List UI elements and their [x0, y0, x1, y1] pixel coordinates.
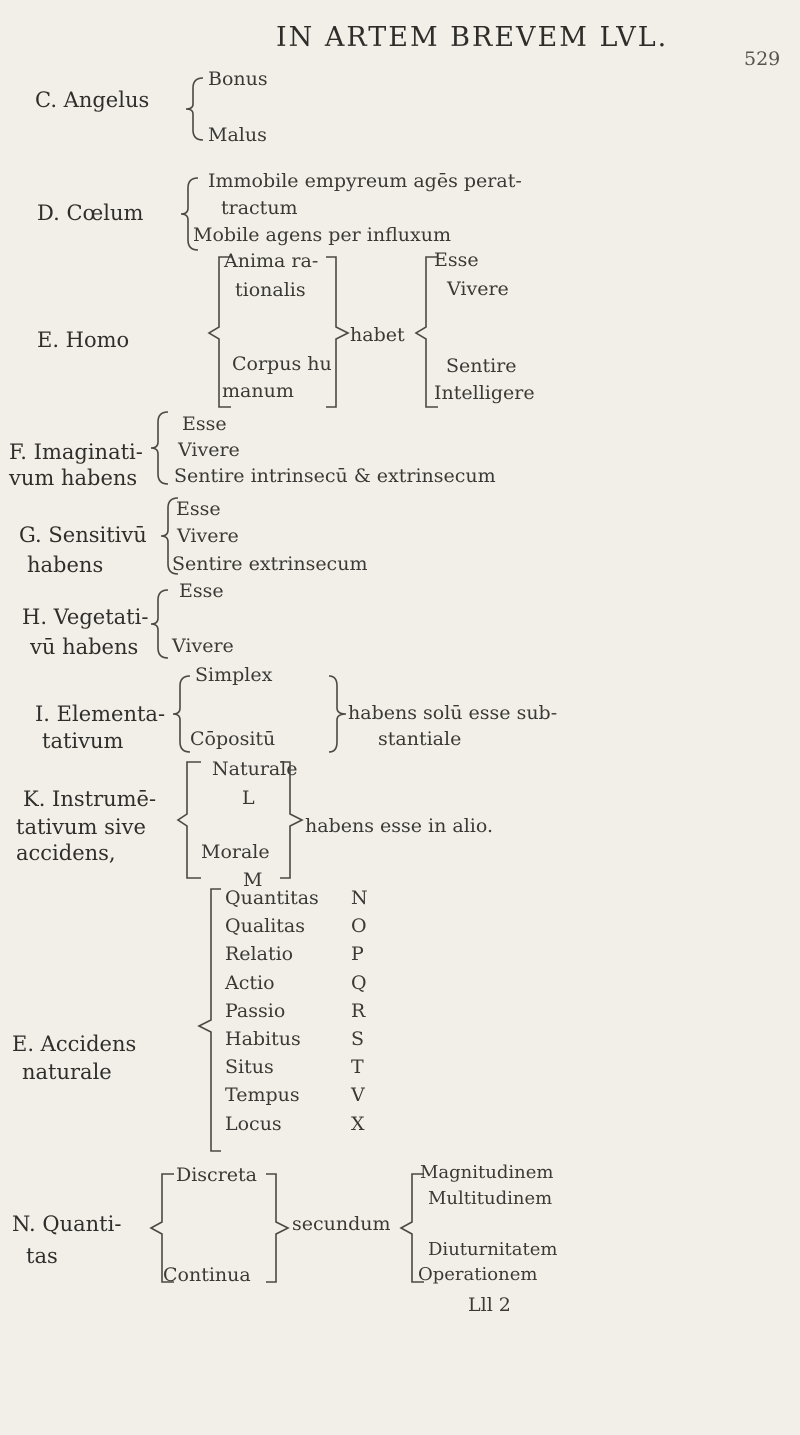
section-n-item: Diuturnitatem: [428, 1239, 558, 1260]
section-d-item: Immobile empyreum agēs perat-: [208, 170, 522, 192]
section-d-item: Mobile agens per influxum: [193, 224, 451, 246]
brace-e-middle: [322, 253, 352, 413]
section-f-label: vum habens: [9, 466, 138, 490]
section-f-item: Sentire intrinsecū & extrinsecum: [174, 465, 496, 487]
section-h-label: H. Vegetati-: [22, 605, 149, 629]
accidens-letter: X: [351, 1112, 365, 1135]
section-f-item: Vivere: [178, 439, 240, 461]
section-k-result: habens esse in alio.: [305, 815, 494, 837]
section-n-middle: secundum: [292, 1213, 391, 1235]
section-k-item: Morale: [201, 841, 270, 863]
section-i-label: tativum: [42, 729, 124, 753]
section-n-item: Operationem: [418, 1264, 538, 1285]
section-eacc-label: naturale: [22, 1060, 112, 1084]
section-k-item: Naturale: [212, 758, 298, 780]
section-g-item: Vivere: [177, 525, 239, 547]
accidens-item: Tempus: [225, 1084, 300, 1107]
section-i-result: habens solū esse sub-: [348, 702, 558, 724]
running-title: IN ARTEM BREVEM LVL.: [276, 22, 669, 53]
section-n-label: N. Quanti-: [12, 1212, 122, 1236]
brace-k-right: [276, 758, 306, 882]
accidens-item: Relatio: [225, 943, 294, 966]
accidens-letter: R: [351, 999, 366, 1022]
section-i-label: I. Elementa-: [35, 702, 166, 726]
accidens-item: Quantitas: [225, 887, 319, 909]
section-c-item: Malus: [208, 124, 267, 146]
accidens-item: Habitus: [225, 1028, 301, 1050]
accidens-item: Locus: [225, 1112, 282, 1135]
section-e-item: Vivere: [447, 278, 509, 300]
section-k-item: L: [242, 787, 255, 809]
accidens-letter: N: [351, 887, 368, 909]
section-e-label: E. Homo: [37, 328, 130, 352]
section-h-item: Vivere: [172, 635, 234, 657]
accidens-item: Situs: [225, 1056, 274, 1079]
signature-mark: Lll 2: [468, 1294, 511, 1316]
section-n-item: Multitudinem: [428, 1188, 553, 1209]
brace-eacc: [195, 885, 225, 1155]
section-i-item: Cōpositū: [190, 728, 276, 750]
accidens-letter: T: [351, 1056, 364, 1079]
section-d-item: tractum: [221, 197, 298, 219]
section-f-label: F. Imaginati-: [9, 440, 143, 464]
section-g-item: Esse: [176, 498, 221, 520]
section-g-label: G. Sensitivū: [19, 523, 147, 547]
accidens-item: Passio: [225, 999, 286, 1022]
accidens-letter: S: [351, 1028, 365, 1050]
section-e-item: Sentire: [446, 355, 517, 377]
section-g-item: Sentire extrinsecum: [172, 553, 368, 575]
brace-h: [148, 586, 174, 662]
section-e-item: Esse: [434, 249, 479, 271]
section-n-label: tas: [26, 1244, 58, 1268]
section-e-item: manum: [222, 380, 294, 402]
section-k-label: accidens,: [16, 841, 116, 865]
section-n-item: Discreta: [176, 1164, 257, 1186]
brace-c: [183, 74, 209, 144]
brace-k-left: [175, 758, 205, 882]
section-k-label: tativum sive: [16, 815, 146, 839]
section-k-label: K. Instrumē-: [23, 787, 157, 811]
section-e-item: tionalis: [235, 279, 306, 301]
section-c-item: Bonus: [208, 68, 268, 90]
section-g-label: habens: [27, 553, 104, 577]
brace-n-middle: [262, 1170, 292, 1286]
section-f-item: Esse: [182, 413, 227, 435]
section-eacc-label: E. Accidens: [12, 1032, 137, 1056]
accidens-item: Actio: [225, 971, 275, 994]
section-h-item: Esse: [179, 580, 224, 602]
accidens-letter: O: [351, 915, 367, 938]
accidens-letter: Q: [351, 971, 367, 994]
brace-f: [148, 408, 174, 488]
section-e-item: Intelligere: [434, 382, 535, 404]
section-n-item: Magnitudinem: [420, 1162, 554, 1183]
accidens-letter: V: [351, 1084, 365, 1107]
section-e-item: Anima ra-: [224, 250, 319, 272]
section-i-item: Simplex: [195, 664, 273, 686]
section-n-item: Continua: [163, 1264, 251, 1286]
section-d-label: D. Cœlum: [37, 201, 144, 225]
section-e-item: Corpus hu: [232, 353, 332, 375]
section-h-label: vū habens: [30, 635, 139, 659]
accidens-letter: P: [351, 943, 364, 966]
section-k-item: M: [243, 869, 263, 891]
page-number: 529: [744, 48, 781, 70]
accidens-item: Qualitas: [225, 915, 306, 938]
section-e-middle: habet: [350, 324, 405, 346]
section-i-result: stantiale: [378, 728, 462, 750]
section-c-label: C. Angelus: [35, 88, 150, 112]
